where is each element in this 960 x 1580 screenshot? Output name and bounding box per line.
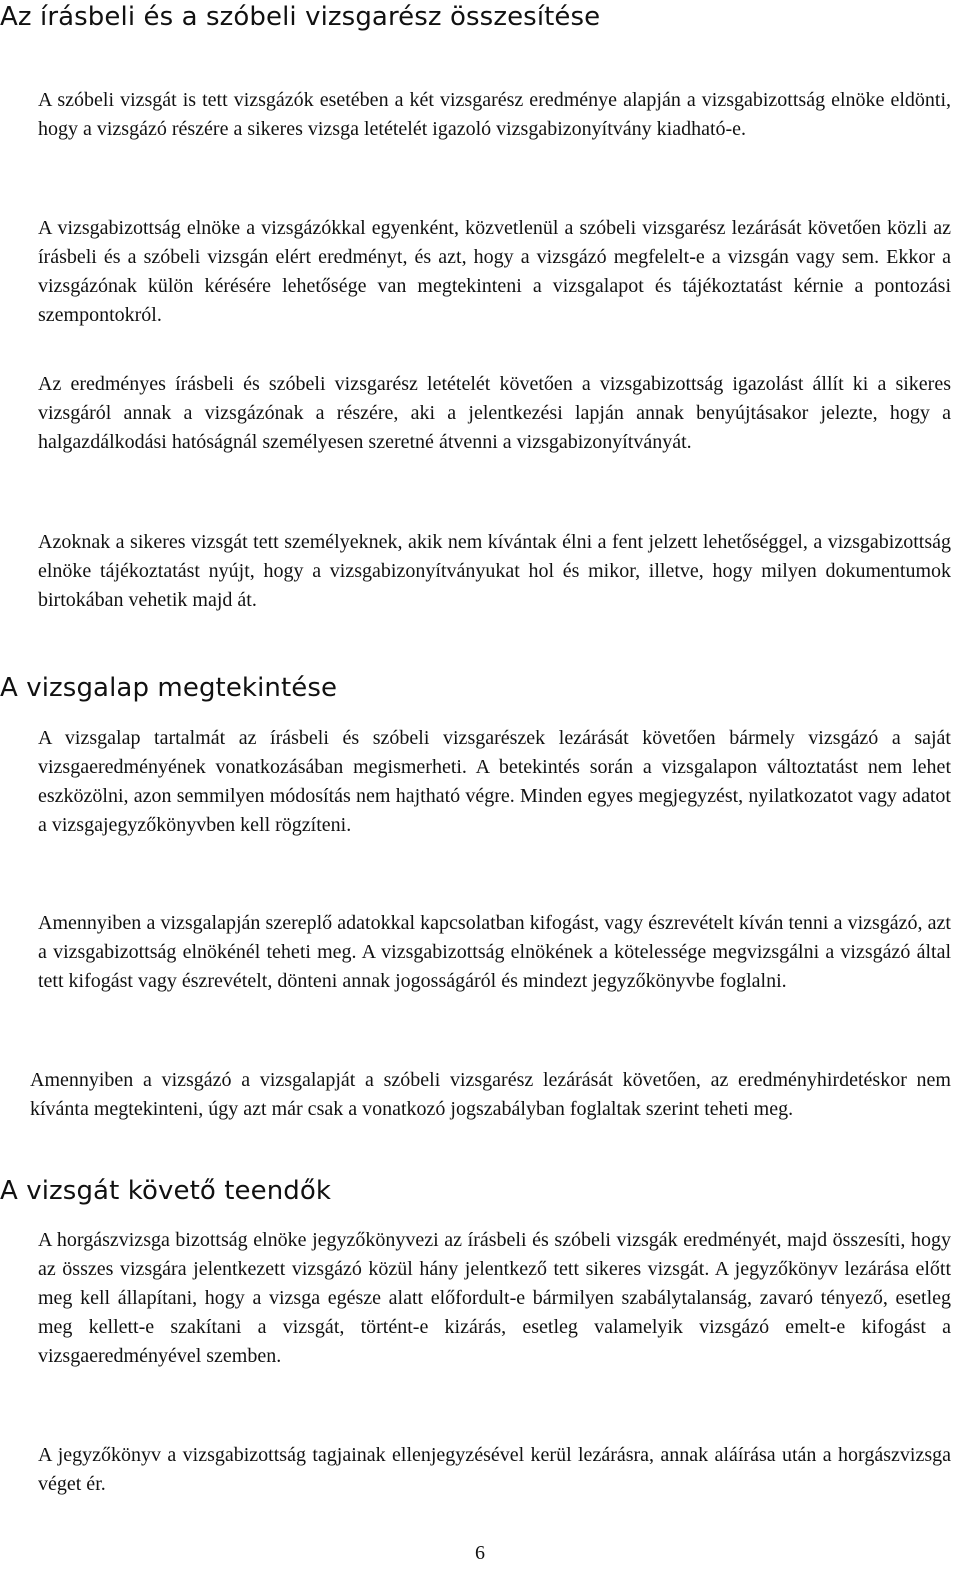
paragraph: A szóbeli vizsgát is tett vizsgázók esetében a két vizsgarész eredménye alapján a vizsgabizottság elnöke eldönti, hogy a vizsgázó részére a sikeres vizsga letételét igazoló vizsgabizonyítvány kiadható-e. (38, 89, 951, 140)
paragraph: A vizsgalap tartalmát az írásbeli és szóbeli vizsgarészek lezárását követően bármely vizsgázó a saját vizsgaeredményének vonatkozásában megismerheti. A betekintés során a vizsgalapon változtatást nem lehet eszközölni, azon semmilyen módosítás nem hajtható végre. Minden egyes megjegyzést, nyilatkozatot vagy adatot a vizsgajegyzőkönyvben kell rögzíteni. (38, 727, 951, 836)
paragraph: A vizsgabizottság elnöke a vizsgázókkal egyenként, közvetlenül a szóbeli vizsgarész lezárását követően közli az írásbeli és a szóbeli vizsgán elért eredményt, és azt, hogy a vizsgázó megfelelt-e a vizsgán vagy sem. Ekkor a vizsgázónak külön kérésére lehetősége van megtekinteni a vizsgalapot és tájékoztatást kérnie a pontozási szempontokról. (38, 217, 951, 326)
paragraph: Amennyiben a vizsgalapján szereplő adatokkal kapcsolatban kifogást, vagy észrevételt kíván tenni a vizsgázó, azt a vizsgabizottság elnökénél teheti meg. A vizsgabizottság elnökének a kötelessége megvizsgálni a vizsgázó által tett kifogást vagy észrevételt, dönteni annak jogosságáról és mindezt jegyzőkönyvbe foglalni. (38, 912, 951, 992)
section-heading-post-exam: A vizsgát követő teendők (0, 1176, 332, 1206)
paragraph: Azoknak a sikeres vizsgát tett személyeknek, akik nem kívántak élni a fent jelzett lehetőséggel, a vizsgabizottság elnöke tájékoztatást nyújt, hogy a vizsgabizonyítványukat hol és mikor, illetve, hogy milyen dokumentumok birtokában vehetik majd át. (38, 531, 951, 611)
page-number: 6 (475, 1542, 485, 1564)
paragraph: Az eredményes írásbeli és szóbeli vizsgarész letételét követően a vizsgabizottság igazolást állít ki a sikeres vizsgáról annak a vizsgázónak a részére, aki a jelentkezési lapján annak benyújtásakor jelezte, hogy a halgazdálkodási hatóságnál személyesen szeretné átvenni a vizsgabizonyítványát. (38, 373, 951, 453)
section-heading-exam-sheet: A vizsgalap megtekintése (0, 673, 338, 703)
section-heading-summary: Az írásbeli és a szóbeli vizsgarész összesítése (0, 2, 601, 32)
paragraph: A jegyzőkönyv a vizsgabizottság tagjainak ellenjegyzésével kerül lezárásra, annak aláírása után a horgászvizsga véget ér. (38, 1444, 951, 1495)
paragraph: A horgászvizsga bizottság elnöke jegyzőkönyvezi az írásbeli és szóbeli vizsgák eredményét, majd összesíti, hogy az összes vizsgára jelentkezett vizsgázó közül hány jelentkező tett sikeres vizsgát. A jegyzőkönyv lezárása előtt meg kell állapítani, hogy a vizsga egésze alatt előfordult-e bármilyen szabálytalanság, zavaró tényező, esetleg meg kellett-e szakítani a vizsgát, történt-e kizárás, esetleg valamelyik vizsgázó emelt-e kifogást a vizsgaeredményével szemben. (38, 1229, 951, 1367)
paragraph: Amennyiben a vizsgázó a vizsgalapját a szóbeli vizsgarész lezárását követően, az eredményhirdetéskor nem kívánta megtekinteni, úgy azt már csak a vonatkozó jogszabályban foglaltak szerint teheti meg. (30, 1069, 951, 1120)
